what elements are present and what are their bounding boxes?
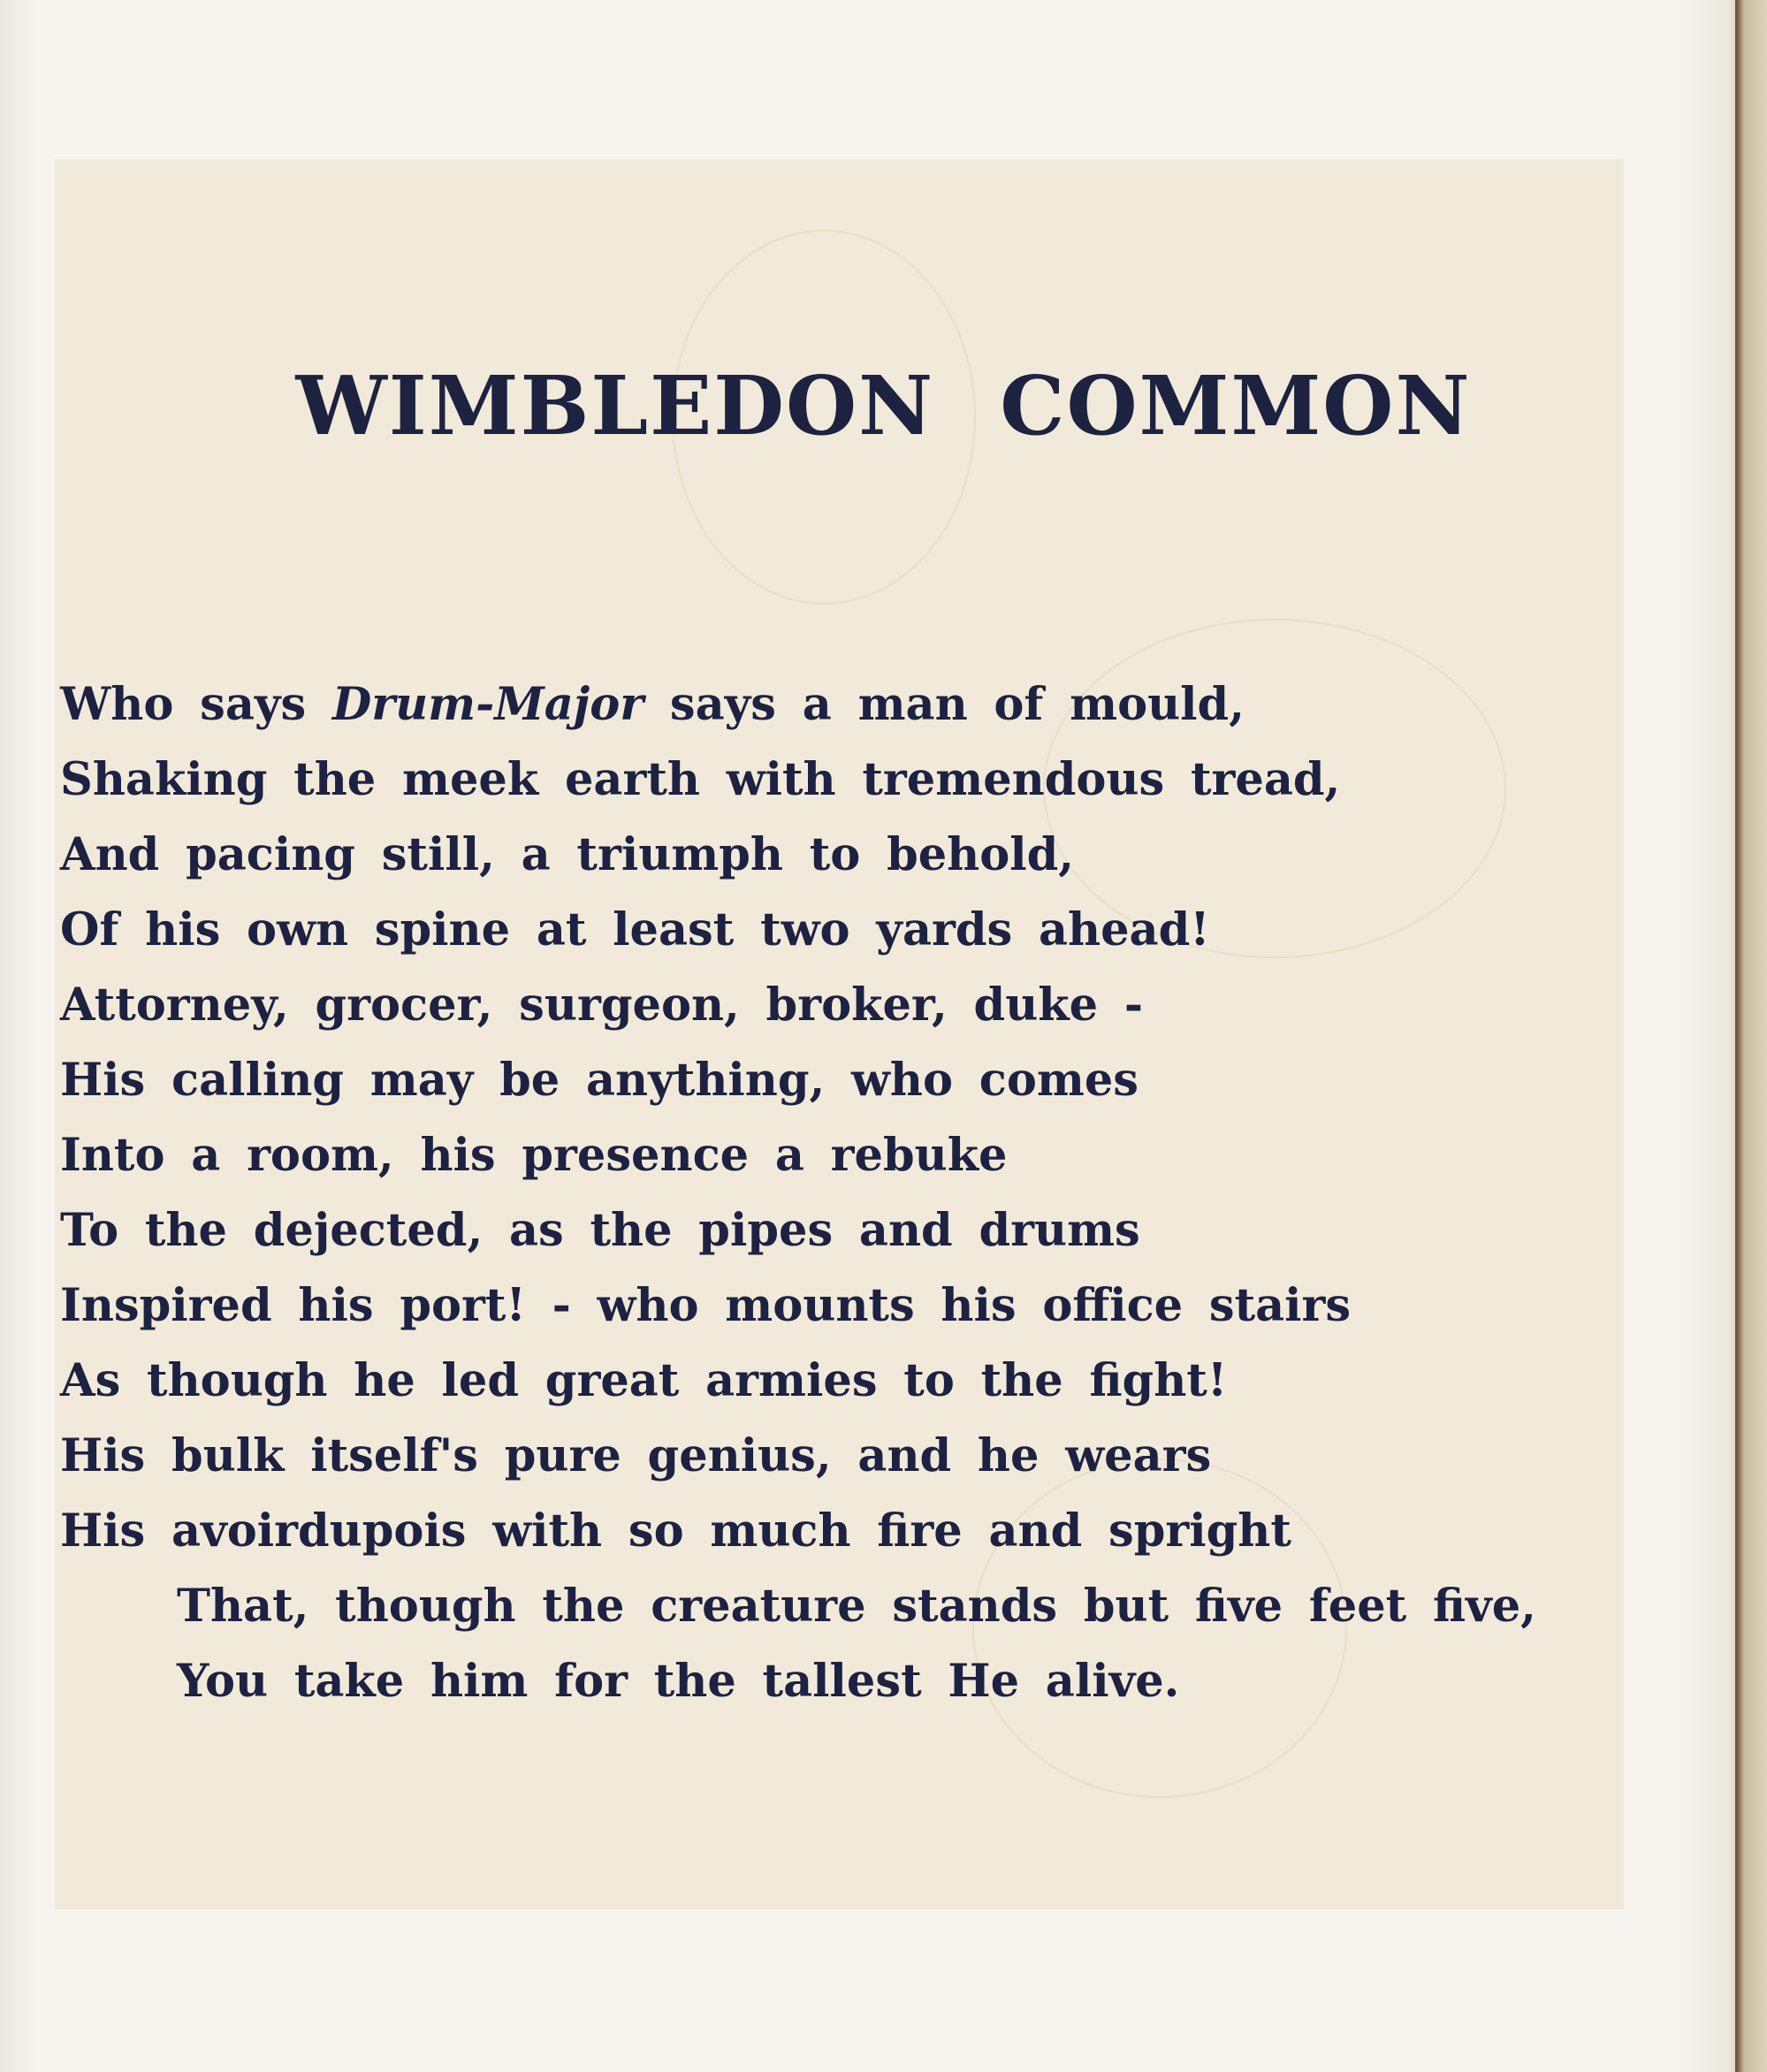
- poem-title: WIMBLEDON COMMON: [295, 358, 1472, 453]
- poem-line: His calling may be anything, who comes: [60, 1054, 1139, 1107]
- poem-line: That, though the creature stands but five feet five,: [177, 1580, 1536, 1633]
- poem-line-text: Who says: [60, 678, 332, 731]
- poem-line: Of his own spine at least two yards ahead!: [60, 903, 1210, 956]
- book-spine-edge: [1735, 0, 1767, 2072]
- poem-line: Attorney, grocer, surgeon, broker, duke -: [60, 979, 1144, 1032]
- poem-line-italic-text: Drum-Major: [332, 678, 644, 731]
- poem-line: His avoirdupois with so much fire and spright: [60, 1504, 1291, 1558]
- poem-body: [60, 667, 1536, 1719]
- poem-line: And pacing still, a triumph to behold,: [60, 828, 1075, 881]
- poem-line-text: says a man of mould,: [644, 678, 1245, 731]
- poem-line: Shaking the meek earth with tremendous tread,: [60, 753, 1341, 806]
- poem-line: To the dejected, as the pipes and drums: [60, 1204, 1140, 1257]
- poem-line: Inspired his port! - who mounts his office stairs: [60, 1279, 1352, 1332]
- poem-line: As though he led great armies to the fight!: [60, 1354, 1228, 1407]
- poem-line: [60, 667, 1536, 743]
- poem-line: Into a room, his presence a rebuke: [60, 1129, 1008, 1182]
- poem-line: You take him for the tallest He alive.: [177, 1655, 1180, 1708]
- poem-line: His bulk itself's pure genius, and he wears: [60, 1429, 1212, 1482]
